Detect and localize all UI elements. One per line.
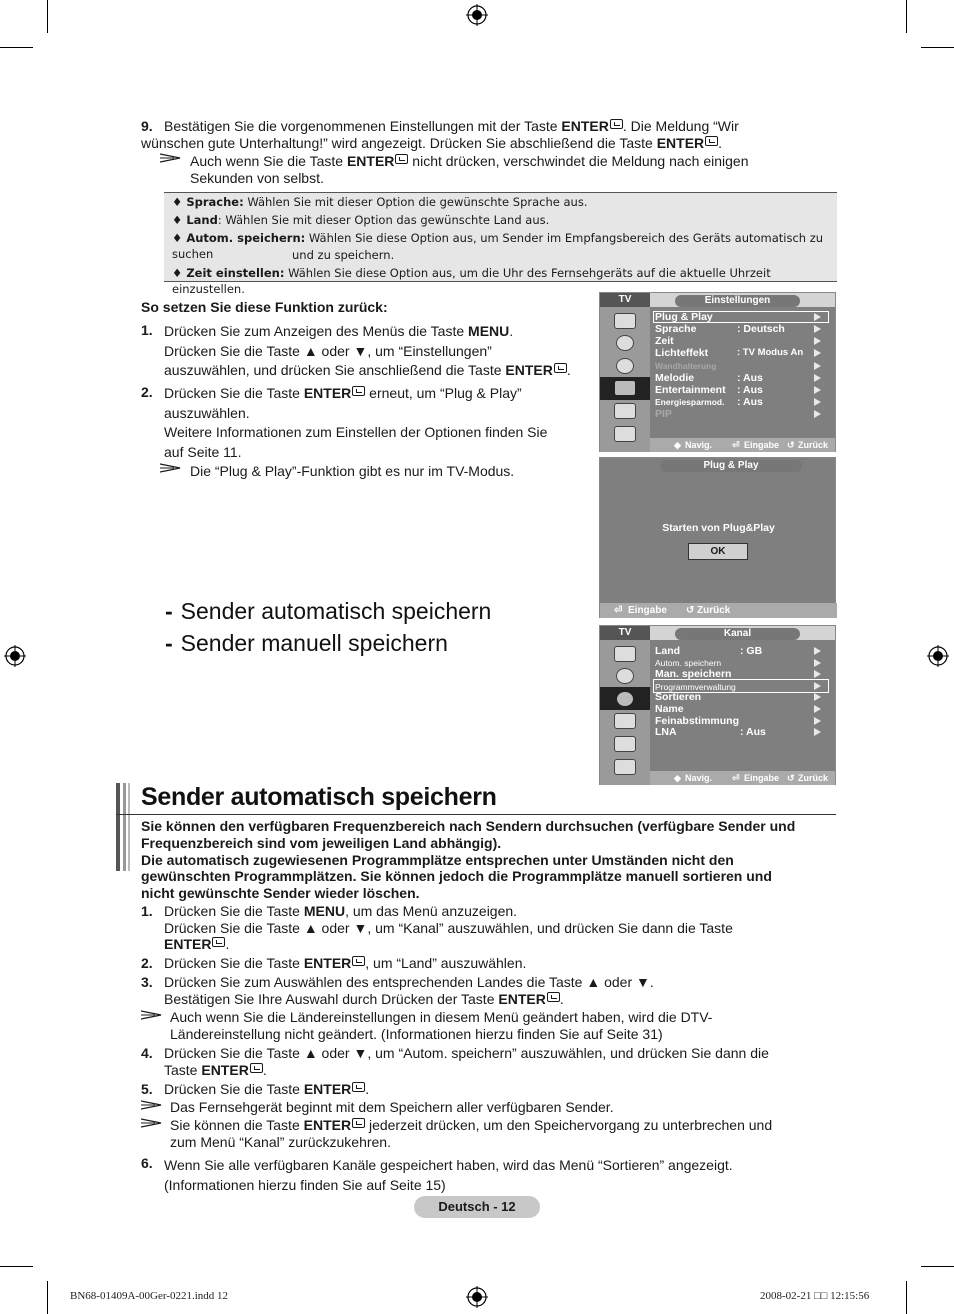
enter-icon [352, 386, 365, 396]
note-arrow-icon [141, 1118, 163, 1128]
menu-body [650, 640, 835, 771]
step-text: auszuwählen, und drücken Sie anschließend die Taste [164, 362, 506, 378]
crop-mark [906, 0, 907, 33]
menu-item-label: Feinabstimmung [655, 715, 740, 727]
tv-menu-screen-settings [599, 292, 836, 452]
enter-icon: ⏎ [732, 773, 740, 783]
intro-line: Sie können den verfügbaren Frequenzbereich nach Sendern durchsuchen (verfügbare Sender und [141, 818, 796, 834]
footer-enter: Eingabe [628, 605, 667, 616]
menu-item-label: Name [655, 703, 684, 715]
note-text [190, 153, 830, 187]
footer-enter: Eingabe [744, 440, 780, 450]
step-text: wünschen gute Unterhaltung!” wird angezeigt. Drücken Sie abschließend die Taste [141, 135, 657, 151]
arrow-right-icon [814, 717, 821, 725]
reset-step-2 [164, 384, 584, 462]
note-text: Das Fernsehgerät beginnt mit dem Speichern aller verfügbaren Sender. [170, 1099, 614, 1115]
step-number: 9. [141, 118, 153, 134]
menu-sidebar [600, 640, 650, 785]
intro-line: Frequenzbereich sind vom jeweiligen Land abhängig). [141, 834, 502, 851]
footer-file-info: BN68-01409A-00Ger-0221.indd 12 [70, 1290, 229, 1302]
info-key: ♦ Zeit einstellen: [172, 266, 285, 280]
arrow-right-icon [814, 682, 821, 690]
step-text: erneut, um “Plug & Play” [365, 385, 522, 401]
enter-icon [395, 154, 408, 164]
note-text-part: zum Menü “Kanal” zurückzukehren. [170, 1134, 391, 1150]
arrow-right-icon [814, 410, 821, 418]
enter-icon [610, 119, 623, 129]
menu-item-label: LNA [655, 726, 677, 738]
menu-item[interactable] [655, 396, 830, 408]
menu-item-label: PIP [655, 408, 672, 420]
return-icon: ↺ [787, 440, 795, 450]
note-arrow-icon [141, 1100, 163, 1110]
menu-item[interactable] [655, 645, 830, 657]
enter-icon: ⏎ [732, 440, 740, 450]
info-row [172, 212, 832, 228]
input-icon [614, 736, 636, 752]
note-text-part: Sekunden von selbst. [190, 170, 324, 186]
tv-label: TV [600, 626, 650, 640]
section-step-6 [164, 1155, 844, 1195]
note-arrow-icon [141, 1010, 163, 1020]
menu-item[interactable] [655, 408, 830, 420]
enter-icon [554, 363, 567, 373]
crop-mark [921, 47, 954, 48]
arrow-right-icon [814, 693, 821, 701]
menu-sidebar [600, 307, 650, 452]
menu-item[interactable] [655, 347, 830, 359]
enter-key-label: ENTER [164, 936, 212, 952]
arrow-right-icon [814, 337, 821, 345]
arrow-right-icon [814, 398, 821, 406]
step-number: 5. [141, 1081, 153, 1097]
step-number: 6. [141, 1155, 153, 1171]
menu-item[interactable] [655, 311, 830, 323]
screen-title: Plug & Play [660, 460, 802, 472]
section-title: Sender automatisch speichern [141, 783, 497, 811]
section-bar [128, 783, 130, 871]
note-text-part: nicht drücken, verschwindet die Meldung nach einigen [408, 153, 749, 169]
step-text: Drücken Sie zum Anzeigen des Menüs die Taste [164, 323, 469, 339]
step-text: Drücken Sie die Taste ▲ oder ▼, um “Autom. speichern” auszuwählen, und drücken Sie dann die [164, 1045, 769, 1061]
footer-back: Zurück [798, 773, 829, 783]
menu-item-label: Programmverwaltung [655, 682, 736, 692]
step-text: Wenn Sie alle verfügbaren Kanäle gespeichert haben, wird das Menü “Sortieren” angezeigt. [164, 1157, 733, 1173]
info-value: Wählen Sie mit dieser Option die gewünschte Sprache aus. [243, 195, 588, 209]
menu-item-label: Sortieren [655, 691, 702, 703]
menu-item[interactable] [655, 668, 830, 680]
section-step-2 [164, 955, 844, 971]
enter-key-label: ENTER [498, 990, 546, 1007]
enter-key-label: ENTER [303, 1081, 352, 1097]
ok-button[interactable]: OK [688, 543, 748, 560]
note-arrow-icon [160, 463, 182, 473]
menu-key-label: MENU [303, 903, 346, 919]
intro-line: nicht gewünschte Sender wieder löschen. [141, 885, 420, 902]
section-step-4: Drücken Sie die Taste ▲ oder ▼, um “Autom. speichern” auszuwählen, und drücken Sie dann die Taste ENTER . [164, 1045, 769, 1078]
info-value: : Wählen Sie mit dieser Option das gewünschte Land aus. [217, 213, 550, 227]
screen-title: Einstellungen [675, 295, 800, 307]
menu-item-label: Land [655, 645, 681, 657]
step-text: auszuwählen. [164, 404, 250, 421]
registration-mark-icon [4, 645, 26, 667]
sound-icon [616, 335, 634, 351]
picture-icon [614, 313, 636, 329]
input-icon [614, 403, 636, 419]
topic-label: Sender automatisch speichern [180, 598, 492, 624]
screen-footer [650, 438, 835, 452]
menu-item-label: Sprache [655, 323, 697, 335]
section-step-3: Drücken Sie zum Auswählen des entsprechenden Landes die Taste ▲ oder ▼. Bestätigen Sie Ihre Auswahl durch Drücken der Taste ENTER . [164, 974, 654, 1007]
arrow-right-icon [814, 659, 821, 667]
menu-item[interactable] [655, 726, 830, 738]
info-value: und zu speichern. [292, 248, 395, 262]
enter-icon [352, 1118, 365, 1128]
step-text: (Informationen hierzu finden Sie auf Seite 15) [164, 1177, 446, 1193]
arrow-right-icon [814, 325, 821, 333]
topic-label: Sender manuell speichern [180, 630, 448, 656]
arrow-right-icon [814, 386, 821, 394]
enter-icon [352, 956, 365, 966]
menu-item-value: : Aus [737, 396, 763, 408]
footer-enter: Eingabe [744, 773, 780, 783]
enter-key-label: ENTER [303, 955, 352, 971]
note-text: Die “Plug & Play”-Funktion gibt es nur im TV-Modus. [190, 463, 515, 479]
screen-footer [600, 603, 837, 618]
menu-item-label: Entertainment [655, 384, 726, 396]
setup-gear-icon [614, 713, 636, 729]
arrow-right-icon [814, 362, 821, 370]
sound-icon [616, 668, 634, 684]
footer-nav: Navig. [685, 773, 713, 783]
menu-item-label: Man. speichern [655, 668, 732, 680]
step-text: Drücken Sie die Taste [164, 385, 304, 401]
enter-icon [547, 992, 560, 1002]
menu-item-label: Autom. speichern [655, 658, 722, 668]
tv-menu-screen-plug-and-play [599, 457, 836, 618]
crop-mark [47, 1281, 48, 1314]
step-number: 1. [141, 903, 153, 919]
crop-mark [906, 1281, 907, 1314]
enter-key-label: ENTER [303, 385, 352, 401]
step-text: Drücken Sie die Taste ▲ oder ▼, um “Kanal” auszuwählen, und drücken Sie dann die Taste [164, 919, 733, 936]
menu-item-value: : Aus [737, 372, 763, 384]
note-text-part: Ländereinstellung nicht geändert. (Informationen hierzu finden Sie auf Seite 31) [170, 1025, 663, 1042]
step-number: 2. [141, 955, 153, 971]
step-text: Drücken Sie die Taste [164, 903, 304, 919]
section-intro [141, 818, 836, 902]
note-arrow-icon [160, 153, 182, 163]
section-step-1: Drücken Sie die Taste MENU, um das Menü anzuzeigen. Drücken Sie die Taste ▲ oder ▼, um “Kanal” auszuwählen, und drücken Sie dann die Taste ENTER . [164, 903, 733, 952]
menu-item-label: Zeit [655, 335, 674, 347]
enter-icon [212, 937, 225, 947]
step-text: , um das Menü anzuzeigen. [345, 903, 518, 919]
topic-item: - Sender automatisch speichern [165, 598, 492, 624]
registration-mark-icon [927, 645, 949, 667]
step-text: Drücken Sie die Taste [164, 955, 304, 971]
menu-key-label: MENU [468, 323, 510, 339]
info-row [172, 194, 832, 210]
section-divider [116, 814, 836, 815]
arrow-right-icon [814, 670, 821, 678]
registration-mark-icon [466, 1286, 488, 1308]
menu-item-label: Plug & Play [655, 311, 713, 323]
menu-item[interactable] [655, 360, 830, 372]
menu-body [650, 307, 835, 438]
arrow-right-icon [814, 647, 821, 655]
note-text-part: Sie können die Taste [170, 1117, 304, 1133]
info-row [292, 247, 692, 263]
step-number: 4. [141, 1045, 153, 1061]
arrow-right-icon [814, 349, 821, 357]
step-text: Weitere Informationen zum Einstellen der Optionen finden Sie [164, 424, 548, 440]
menu-item-label: Lichteffekt [655, 347, 709, 359]
step-text: Drücken Sie zum Auswählen des entsprechenden Landes die Taste ▲ oder ▼. [164, 974, 654, 990]
info-key: ♦ Land [172, 213, 218, 227]
channel-icon [616, 358, 634, 374]
step-text: . Die Meldung “Wir [622, 118, 739, 134]
step-text: Taste [164, 1061, 202, 1078]
menu-item[interactable] [655, 372, 830, 384]
digital-icon [614, 759, 636, 775]
enter-key-label: ENTER [656, 135, 705, 151]
enter-icon [705, 136, 718, 146]
enter-icon [352, 1082, 365, 1092]
step-text: auf Seite 11. [164, 443, 242, 460]
step-number: 3. [141, 974, 153, 990]
footer-timestamp: 2008-02-21 □□ 12:15:56 [760, 1290, 870, 1302]
footer-back: Zurück [798, 440, 829, 450]
navigate-icon: ◆ [674, 440, 681, 450]
digital-icon [614, 426, 636, 442]
reset-heading: So setzen Sie diese Funktion zurück: [141, 299, 388, 315]
enter-key-label: ENTER [201, 1061, 249, 1078]
menu-item[interactable] [655, 384, 830, 396]
crop-mark [47, 0, 48, 33]
tv-label: TV [600, 293, 650, 307]
enter-icon [250, 1063, 263, 1073]
menu-item-value: : Aus [737, 384, 763, 396]
screen-footer [650, 771, 835, 785]
step-text: . [509, 323, 514, 339]
menu-item[interactable] [655, 703, 830, 715]
plug-play-message: Starten von Plug&Play [662, 522, 775, 534]
screen-title: Kanal [675, 628, 800, 640]
registration-mark-icon [466, 4, 488, 26]
enter-icon: ⏎ [614, 605, 623, 616]
tv-menu-screen-channel [599, 625, 836, 785]
info-key: ♦ Autom. speichern: [172, 231, 306, 245]
menu-item[interactable] [655, 323, 830, 335]
navigate-icon: ◆ [674, 773, 681, 783]
step-text: Bestätigen Sie Ihre Auswahl durch Drücken der Taste [164, 990, 499, 1007]
note-text [170, 1009, 830, 1042]
section-bar [123, 783, 126, 871]
return-icon: ↺ [686, 605, 695, 616]
info-value: Wählen Sie diese Option aus, um die Uhr des Fernsehgeräts auf die aktuelle Uhrzeit einzustellen. [172, 266, 771, 296]
note-text-part: Auch wenn Sie die Ländereinstellungen in diesem Menü geändert haben, wird die DTV- [170, 1009, 713, 1025]
section-bar [116, 783, 120, 871]
crop-mark [0, 47, 33, 48]
note-text [170, 1117, 830, 1151]
enter-key-label: ENTER [505, 362, 553, 378]
setup-gear-icon [614, 380, 636, 396]
info-box [164, 192, 837, 296]
info-value: Wählen Sie diese Option aus, um Sender im Empfangsbereich des Geräts automatisch zu suchen [172, 231, 824, 261]
step-text: Drücken Sie die Taste ▲ oder ▼, um “Einstellungen” [164, 342, 492, 359]
arrow-right-icon [814, 374, 821, 382]
note-text-part: Auch wenn Sie die Taste [190, 153, 347, 169]
channel-icon [616, 691, 634, 707]
menu-item-value: : GB [740, 645, 763, 657]
crop-mark [921, 1266, 954, 1267]
note-text-part: jederzeit drücken, um den Speichervorgang zu unterbrechen und [365, 1117, 773, 1133]
section-step-5: Drücken Sie die Taste ENTER . [164, 1081, 370, 1097]
footer-nav: Navig. [685, 440, 713, 450]
enter-key-label: ENTER [346, 153, 395, 169]
picture-icon [614, 646, 636, 662]
topic-item: - Sender manuell speichern [165, 630, 448, 656]
arrow-right-icon [814, 728, 821, 736]
menu-item-value: : Aus [740, 726, 766, 738]
menu-item[interactable] [655, 335, 830, 347]
step-number: 1. [141, 322, 153, 338]
enter-key-label: ENTER [561, 118, 609, 134]
reset-step-1: Drücken Sie zum Anzeigen des Menüs die Taste MENU. Drücken Sie die Taste ▲ oder ▼, um “Einstellungen” auszuwählen, und drücken Sie anschließend die Taste ENTER . [164, 323, 571, 378]
step-number: 2. [141, 384, 153, 400]
step-text: Bestätigen Sie die vorgenommenen Einstellungen mit der Taste [164, 118, 562, 134]
return-icon: ↺ [787, 773, 795, 783]
menu-item-label: Wandhalterung [655, 361, 717, 371]
arrow-right-icon [814, 313, 821, 321]
intro-line: Die automatisch zugewiesenen Programmplätze entsprechen unter Umständen nicht den [141, 851, 734, 868]
menu-item-label: Energiesparmod. [655, 397, 725, 407]
crop-mark [0, 1266, 33, 1267]
menu-item-value: : TV Modus An [737, 347, 804, 358]
enter-key-label: ENTER [303, 1117, 352, 1133]
menu-item-value: : Deutsch [737, 323, 785, 335]
step-text: , um “Land” auszuwählen. [365, 955, 527, 971]
menu-item[interactable] [655, 691, 830, 703]
intro-line: gewünschten Programmplätzen. Sie können jedoch die Programmplätze manuell sortieren und [141, 868, 772, 885]
page-number-badge: Deutsch - 12 [414, 1196, 540, 1218]
footer-back: Zurück [697, 605, 731, 616]
arrow-right-icon [814, 705, 821, 713]
info-key: ♦ Sprache: [172, 195, 244, 209]
step-text: . [718, 135, 723, 151]
step-text: Drücken Sie die Taste [164, 1081, 304, 1097]
menu-item-label: Melodie [655, 372, 695, 384]
